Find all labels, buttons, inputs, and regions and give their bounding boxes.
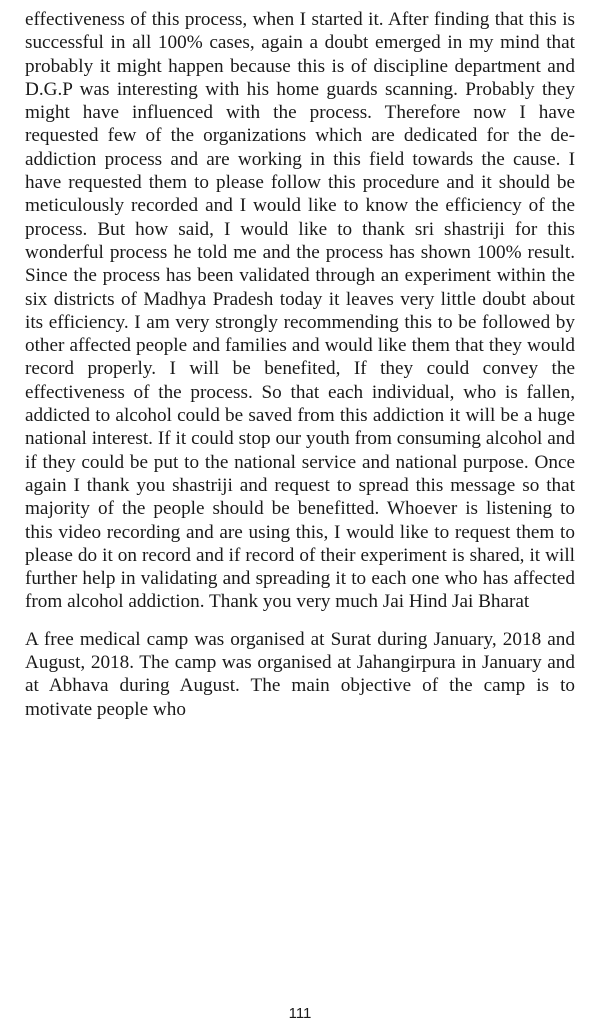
page-number: 111 (288, 1005, 312, 1022)
paragraph-1: effectiveness of this process, when I started it. After finding that this is successful in all 100% cases, again a doubt emerged in my mind that probably it might happen because this is of discipline department and D.G.P was interesting with his home guards scanning. Probably they might have influenced with the process. Therefore now I have requested few of the organizations which are dedicated for the de-addiction process and are working in this field towards the cause. I have requested them to please follow this procedure and it should be meticulously recorded and I would like to know the efficiency of the process. But how said, I would like to thank sri shastriji for this wonderful process he told me and the process has shown 100% result. Since the process has been validated through an experiment within the six districts of Madhya Pradesh today it leaves very little doubt about its efficiency. I am very strongly recommending this to be followed by other affected people and families and would like them that they would record properly. I will be benefited, If they could convey the effectiveness of the process. So that each individual, who is fallen, addicted to alcohol could be saved from this addiction it will be a huge national interest. If it could stop our youth from consuming alcohol and if they could be put to the national service and national purpose. Once again I thank you shastriji and request to spread this message so that majority of the people should be benefitted. Whoever is listening to this video recording and are using this, I would like to request them to please do it on record and if record of their experiment is shared, it will further help in validating and spreading it to each one who has affected from alcohol addiction. Thank you very much Jai Hind Jai Bharat (25, 9, 575, 613)
paragraph-2: A free medical camp was organised at Surat during January, 2018 and August, 2018. The camp was organised at Jahangirpura in January and at Abhava during August. The main objective of the camp is to motivate people who (25, 628, 575, 720)
page-body (25, 8, 575, 721)
